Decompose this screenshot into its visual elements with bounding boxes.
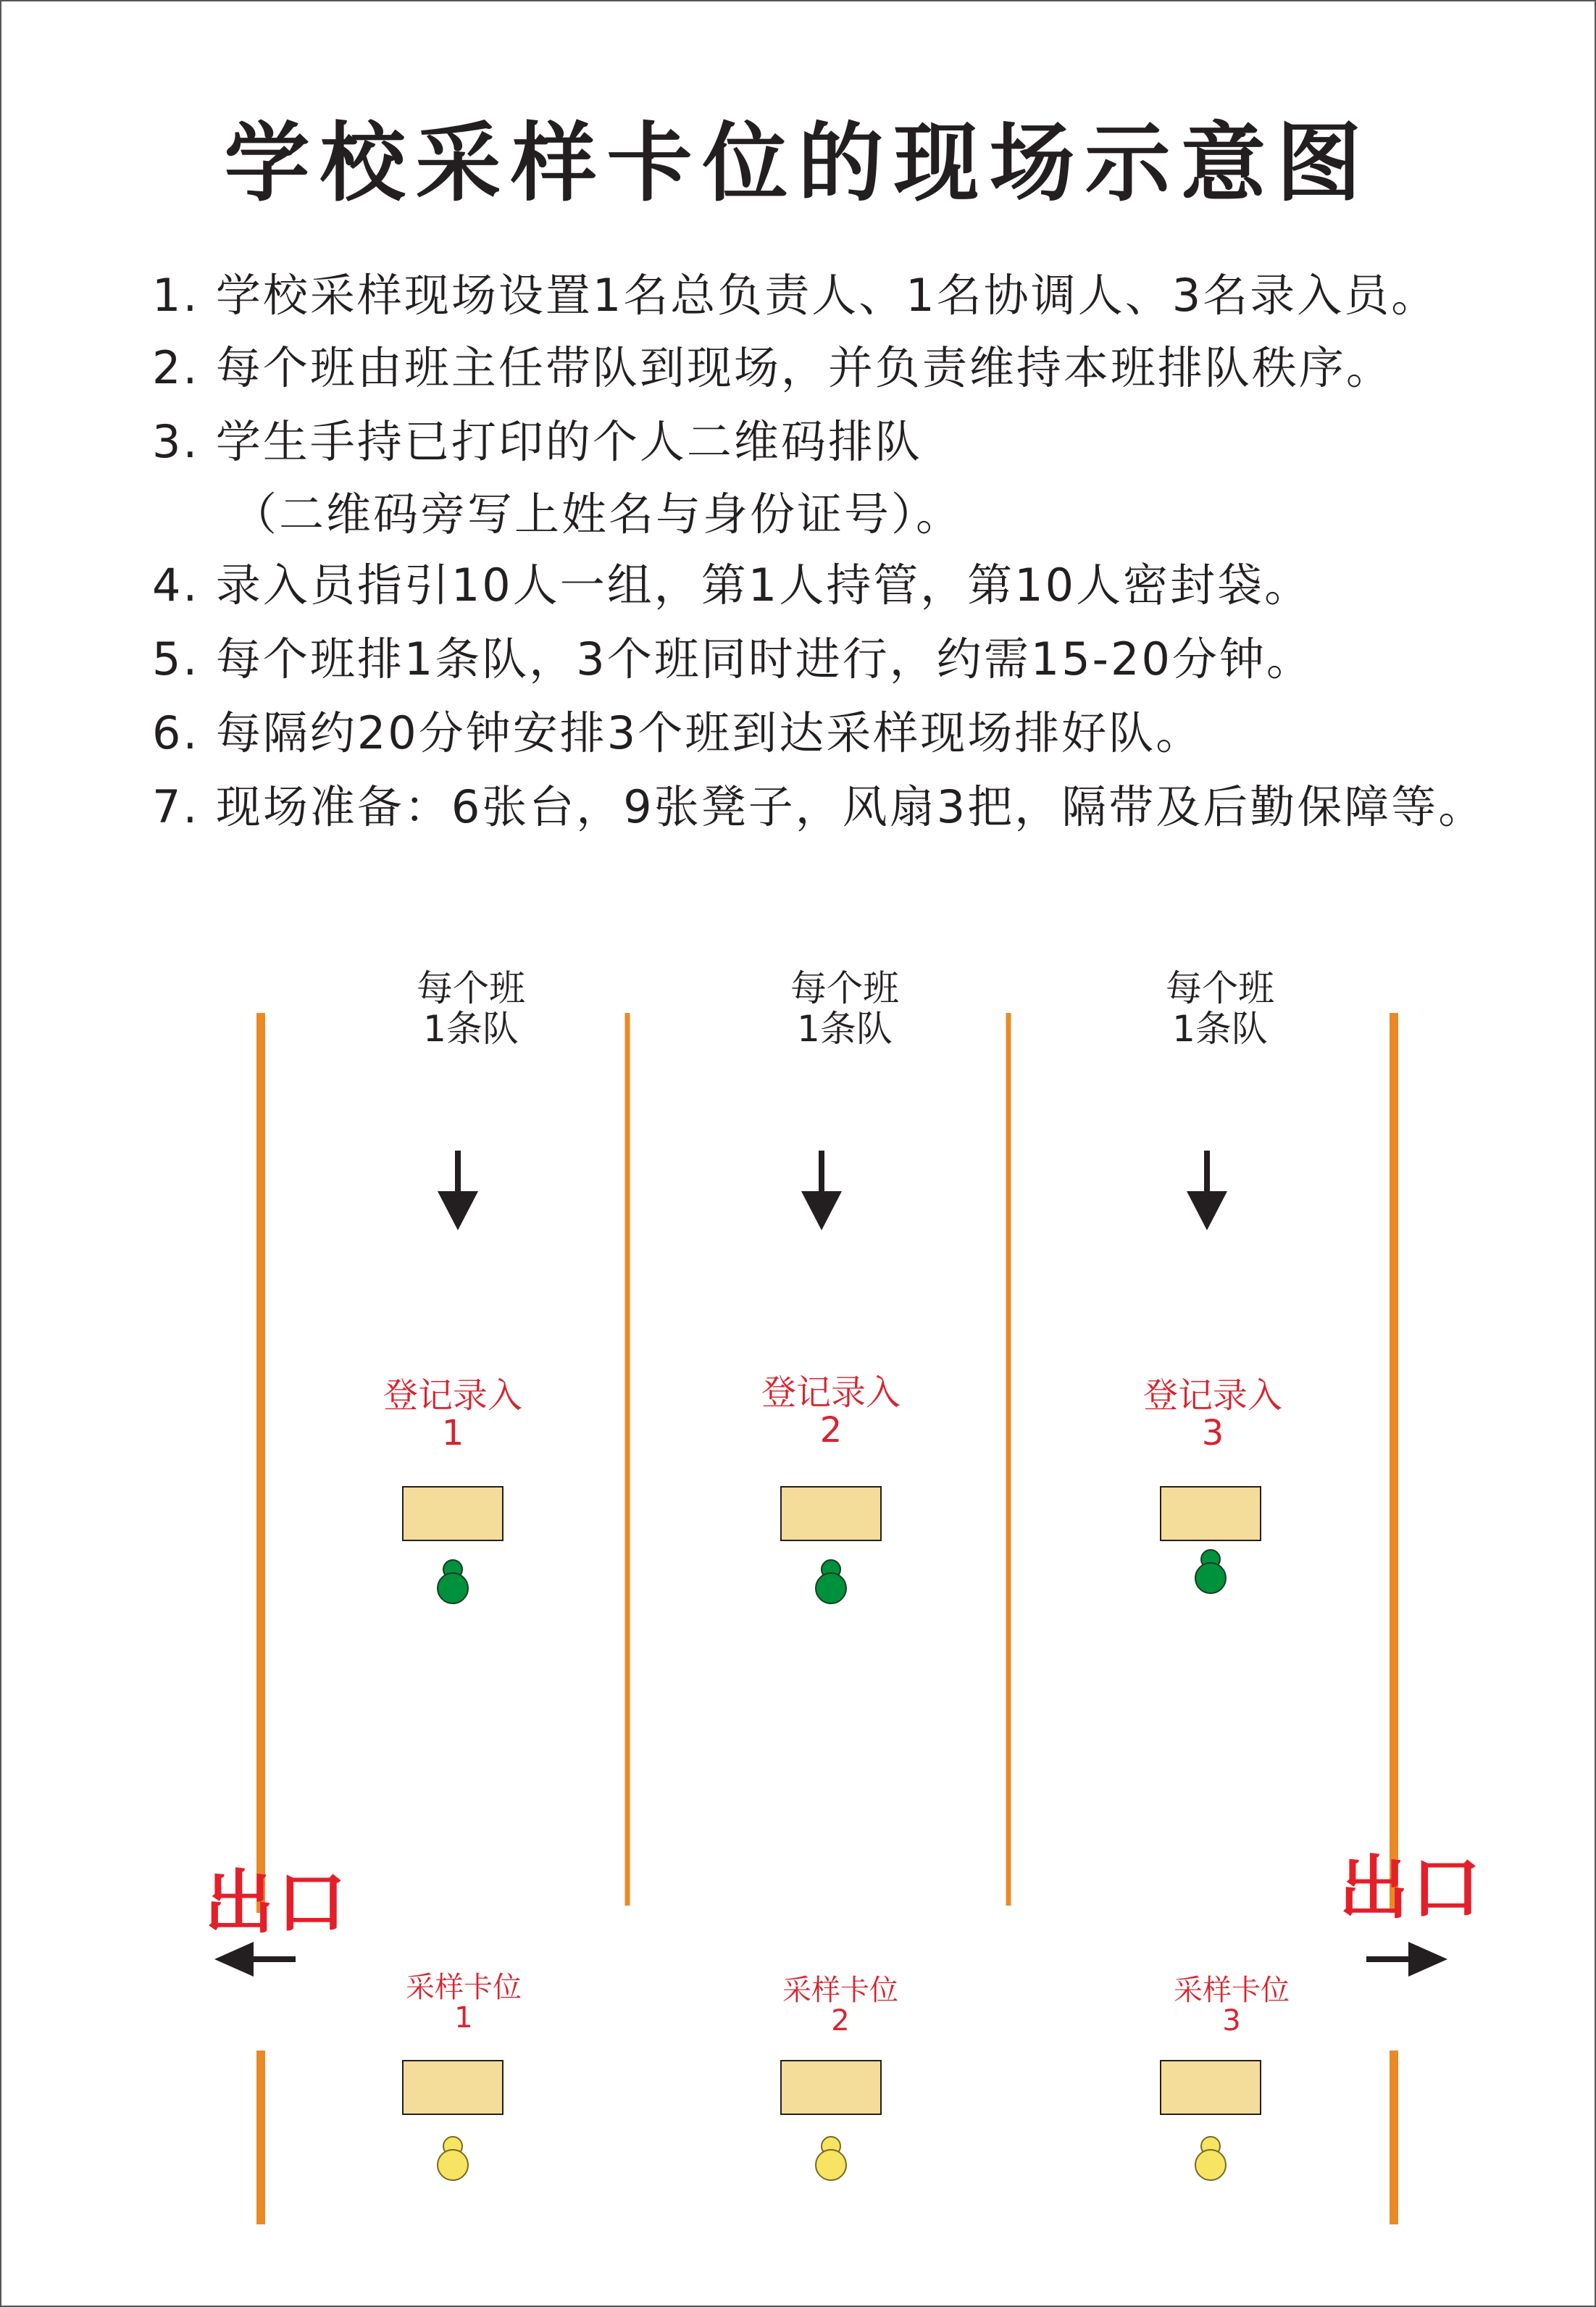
left-exit-arrow-icon [214, 1942, 296, 1977]
registration-label-3 [1104, 1377, 1321, 1452]
sampling-label-2-text: 采样卡位 [782, 1974, 898, 2007]
lane-label-2-line1: 每个班 [790, 967, 899, 1009]
rule-2: 2. 每个班由班主任带队到现场，并负责维持本班排队秩序。 [152, 341, 1393, 394]
registrar-person-icon-3 [1195, 1550, 1226, 1593]
rule-6: 6. 每隔约20分钟安排3个班到达采样现场排好队。 [152, 706, 1203, 759]
lane-label-1-line2: 1条队 [423, 1008, 519, 1050]
sampling-label-3 [1123, 1975, 1340, 2036]
sampling-table-2 [781, 2061, 881, 2114]
registration-table-2 [781, 1487, 881, 1540]
sampling-label-1-number: 1 [454, 2001, 473, 2035]
registration-table-1 [403, 1487, 503, 1540]
rule-1: 1. 学校采样现场设置1名总负责人、1名协调人、3名录入员。 [152, 269, 1439, 322]
registration-label-1-text: 登记录入 [383, 1375, 522, 1416]
right-exit-label: 出口 [1339, 1848, 1484, 1929]
registration-label-1-number: 1 [441, 1413, 464, 1453]
sampling-label-1-text: 采样卡位 [406, 1971, 522, 2004]
lane-label-2-line2: 1条队 [797, 1008, 893, 1050]
rule-3: 3. 学生手持已打印的个人二维码排队 [152, 415, 922, 468]
rule-4: 4. 录入员指引10人一组，第1人持管，第10人密封袋。 [152, 559, 1312, 612]
lane-label-3 [1111, 968, 1329, 1049]
registration-label-3-number: 3 [1201, 1413, 1224, 1453]
sampling-table-1 [403, 2061, 503, 2114]
registration-label-2-text: 登记录入 [761, 1372, 901, 1413]
sampler-person-icon-2 [816, 2137, 846, 2180]
registration-label-2-number: 2 [819, 1410, 843, 1451]
lane-label-1-line1: 每个班 [417, 967, 525, 1009]
sampling-label-3-number: 3 [1222, 2004, 1241, 2037]
registration-label-1 [344, 1377, 561, 1452]
down-arrow-icon-2 [801, 1151, 842, 1230]
sampler-person-icon-3 [1195, 2137, 1226, 2180]
right-exit-arrow-icon [1366, 1942, 1447, 1977]
registrar-person-icon-2 [816, 1560, 846, 1603]
rule-5: 5. 每个班排1条队，3个班同时进行，约需15-20分钟。 [152, 633, 1313, 685]
sampling-label-1 [355, 1972, 572, 2033]
rule-7: 7. 现场准备：6张台，9张凳子，风扇3把，隔带及后勤保障等。 [152, 780, 1486, 833]
lane-label-3-line2: 1条队 [1172, 1008, 1268, 1050]
page-title: 学校采样卡位的现场示意图 [224, 113, 1372, 213]
rule-3-note: （二维码旁写上姓名与身份证号）。 [232, 488, 964, 541]
registration-label-3-text: 登记录入 [1142, 1375, 1282, 1416]
down-arrow-icon-1 [438, 1151, 478, 1230]
sampling-label-3-text: 采样卡位 [1174, 1974, 1290, 2007]
registration-table-3 [1161, 1487, 1261, 1540]
left-exit-label: 出口 [204, 1862, 349, 1943]
sampling-label-2 [732, 1975, 949, 2036]
lane-label-1 [362, 968, 580, 1049]
sampling-table-3 [1161, 2061, 1261, 2114]
sampling-label-2-number: 2 [831, 2004, 850, 2037]
down-arrow-icon-3 [1187, 1151, 1227, 1230]
sampler-person-icon-1 [438, 2137, 468, 2180]
lane-label-2 [736, 968, 953, 1049]
registrar-person-icon-1 [438, 1560, 468, 1603]
registration-label-2 [722, 1374, 940, 1449]
lane-label-3-line1: 每个班 [1166, 967, 1274, 1009]
